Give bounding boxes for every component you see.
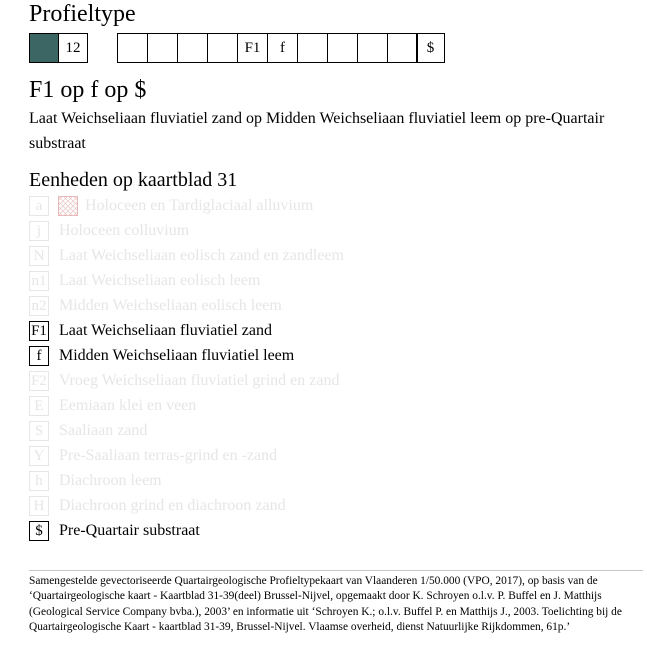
units-heading: Eenheden op kaartblad 31 bbox=[29, 169, 238, 191]
legend-label: Laat Weichseliaan fluviatiel zand bbox=[59, 322, 272, 339]
legend-label: Midden Weichseliaan eolisch leem bbox=[59, 297, 282, 314]
legend-label: Laat Weichseliaan eolisch zand en zandleem bbox=[59, 247, 344, 264]
legend-code-badge: a bbox=[29, 196, 49, 216]
legend-code-badge: $ bbox=[29, 521, 49, 541]
profile-cell-unit: f bbox=[267, 33, 298, 63]
profile-color-swatch bbox=[29, 33, 59, 63]
profile-cell bbox=[177, 33, 208, 63]
legend-label: Diachroon leem bbox=[59, 472, 162, 489]
profile-cell-unit: F1 bbox=[237, 33, 268, 63]
profile-code: F1 op f op $ bbox=[29, 77, 147, 103]
profile-cell bbox=[117, 33, 148, 63]
legend-code-badge: E bbox=[29, 396, 49, 416]
legend-code-badge: h bbox=[29, 471, 49, 491]
profile-cell bbox=[387, 33, 418, 63]
legend-code-badge: H bbox=[29, 496, 49, 516]
profile-description: Laat Weichseliaan fluviatiel zand op Midden Weichseliaan fluviatiel leem op pre-Quartair substraat bbox=[29, 110, 605, 152]
profile-cell bbox=[297, 33, 328, 63]
profile-cell bbox=[357, 33, 388, 63]
legend-label: Laat Weichseliaan eolisch leem bbox=[59, 272, 261, 289]
profile-cell-number: 12 bbox=[58, 33, 88, 63]
profile-cell-unit: $ bbox=[416, 33, 445, 63]
profile-cell bbox=[147, 33, 178, 63]
profile-cell bbox=[327, 33, 358, 63]
page-title: Profieltype bbox=[29, 1, 136, 27]
profile-cell bbox=[207, 33, 238, 63]
legend-label: Pre-Quartair substraat bbox=[59, 522, 200, 539]
legend-label: Eemiaan klei en veen bbox=[59, 397, 197, 414]
legend-label: Pre-Saaliaan terras-grind en -zand bbox=[59, 447, 278, 464]
legend-code-badge: Y bbox=[29, 446, 49, 466]
legend-code-badge: f bbox=[29, 346, 49, 366]
legend-code-badge: S bbox=[29, 421, 49, 441]
legend-label: Midden Weichseliaan fluviatiel leem bbox=[59, 347, 295, 364]
legend-code-badge: n1 bbox=[29, 271, 49, 291]
legend-label: Holoceen colluvium bbox=[59, 222, 190, 239]
legend-code-badge: N bbox=[29, 246, 49, 266]
legend-code-badge: j bbox=[29, 221, 49, 241]
divider bbox=[29, 570, 643, 571]
legend-code-badge: n2 bbox=[29, 296, 49, 316]
legend-label: Holoceen en Tardiglaciaal alluvium bbox=[85, 197, 314, 214]
legend-label: Vroeg Weichseliaan fluviatiel grind en zand bbox=[59, 372, 340, 389]
hatched-square-icon bbox=[58, 196, 78, 216]
legend-label: Saaliaan zand bbox=[59, 422, 148, 439]
legend-label: Diachroon grind en diachroon zand bbox=[59, 497, 286, 514]
legend-code-badge: F1 bbox=[29, 321, 49, 341]
source-footnote: Samengestelde gevectoriseerde Quartairgeologische Profieltypekaart van Vlaanderen 1/50.000 (VPO, 2017), op basis van de ‘Quartairgeologische kaart - Kaartblad 31-39(deel) Brussel-Nijvel, opgemaakt door K. Schroyen o.l.v. P. Buffel en J. Matthijs (Geological Service Company bvba.), 2003’ en informatie uit ‘Schroyen K.; o.l.v. Buffel P. en Matthijs J., 2003. Toelichting bij de Quartairgeologische Kaart - kaartblad 31-39, Brussel-Nijvel. Vlaamse overheid, dienst Natuurlijke Rijkdommen, 61p.’ bbox=[29, 575, 622, 633]
legend-code-badge: F2 bbox=[29, 371, 49, 391]
